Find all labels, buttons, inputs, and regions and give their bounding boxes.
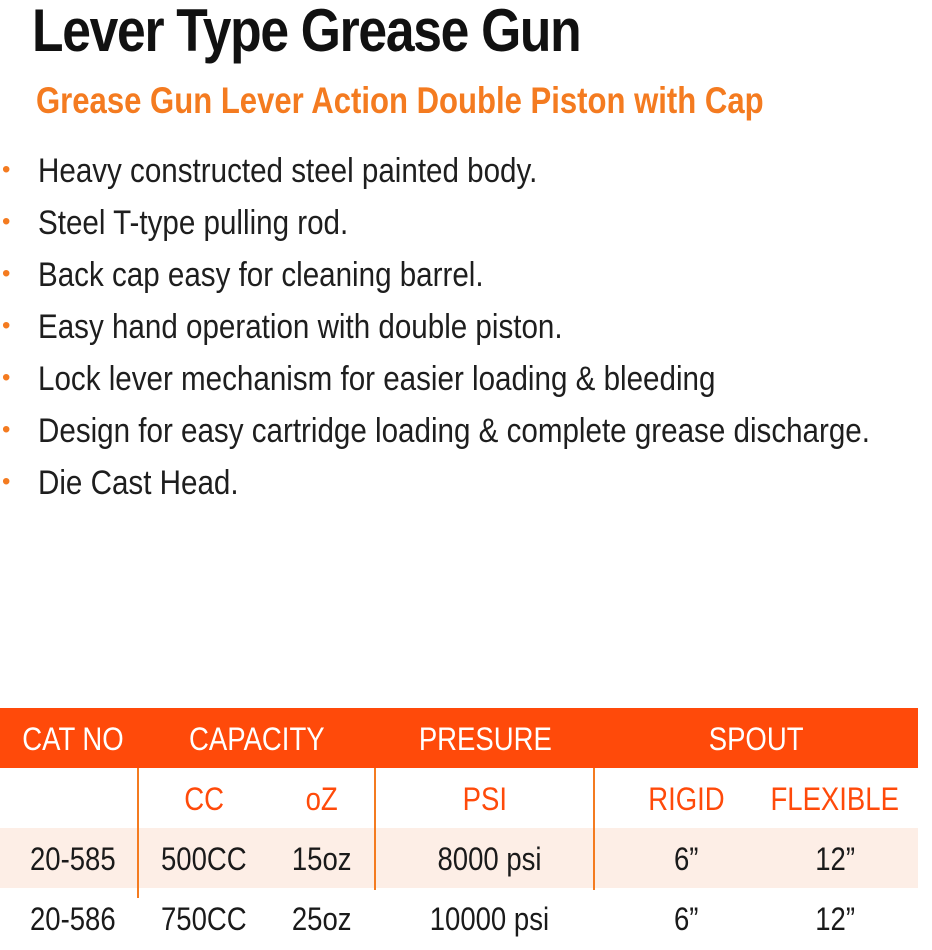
- feature-text: Back cap easy for cleaning barrel.: [38, 256, 484, 294]
- bullet-icon: •: [2, 416, 11, 443]
- cell-cc: 750CC: [161, 901, 247, 937]
- cell-psi: 8000 psi: [436, 841, 542, 877]
- feature-text: Design for easy cartridge loading & complete grease discharge.: [38, 412, 870, 450]
- header-spout: SPOUT: [709, 721, 804, 757]
- bullet-icon: •: [2, 208, 11, 235]
- cell-oz: 25oz: [291, 901, 352, 937]
- bullet-icon: •: [2, 312, 11, 339]
- feature-text: Die Cast Head.: [38, 464, 239, 502]
- cell-flexible: 12”: [815, 841, 855, 877]
- subheader-cc: CC: [184, 781, 224, 817]
- cell-psi: 10000 psi: [429, 901, 549, 937]
- feature-text: Heavy constructed steel painted body.: [38, 152, 538, 190]
- feature-text: Lock lever mechanism for easier loading & bleeding: [38, 360, 716, 398]
- cell-oz: 15oz: [291, 841, 352, 877]
- table-header-row: [0, 708, 918, 768]
- column-divider: [593, 768, 595, 890]
- column-divider: [374, 768, 376, 890]
- cell-cc: 500CC: [161, 841, 247, 877]
- subheader-flexible: FLEXIBLE: [770, 781, 900, 817]
- feature-text: Easy hand operation with double piston.: [38, 308, 563, 346]
- bullet-icon: •: [2, 156, 11, 183]
- cell-cat-no: 20-586: [29, 901, 116, 937]
- page-title: Lever Type Grease Gun: [32, 0, 581, 64]
- bullet-icon: •: [2, 260, 11, 287]
- cell-rigid: 6”: [673, 901, 699, 937]
- bullet-icon: •: [2, 468, 11, 495]
- bullet-icon: •: [2, 364, 11, 391]
- subheader-psi: PSI: [462, 781, 508, 817]
- cell-rigid: 6”: [673, 841, 699, 877]
- header-cat-no: CAT NO: [21, 721, 124, 757]
- column-divider: [137, 768, 139, 898]
- page-subtitle: Grease Gun Lever Action Double Piston with Cap: [36, 80, 764, 121]
- subheader-oz: oZ: [305, 781, 338, 817]
- header-capacity: CAPACITY: [188, 721, 325, 757]
- cell-cat-no: 20-585: [29, 841, 116, 877]
- subheader-rigid: RIGID: [647, 781, 725, 817]
- feature-text: Steel T-type pulling rod.: [38, 204, 349, 242]
- header-pressure: PRESURE: [418, 721, 552, 757]
- spec-table: [0, 708, 918, 948]
- cell-flexible: 12”: [815, 901, 855, 937]
